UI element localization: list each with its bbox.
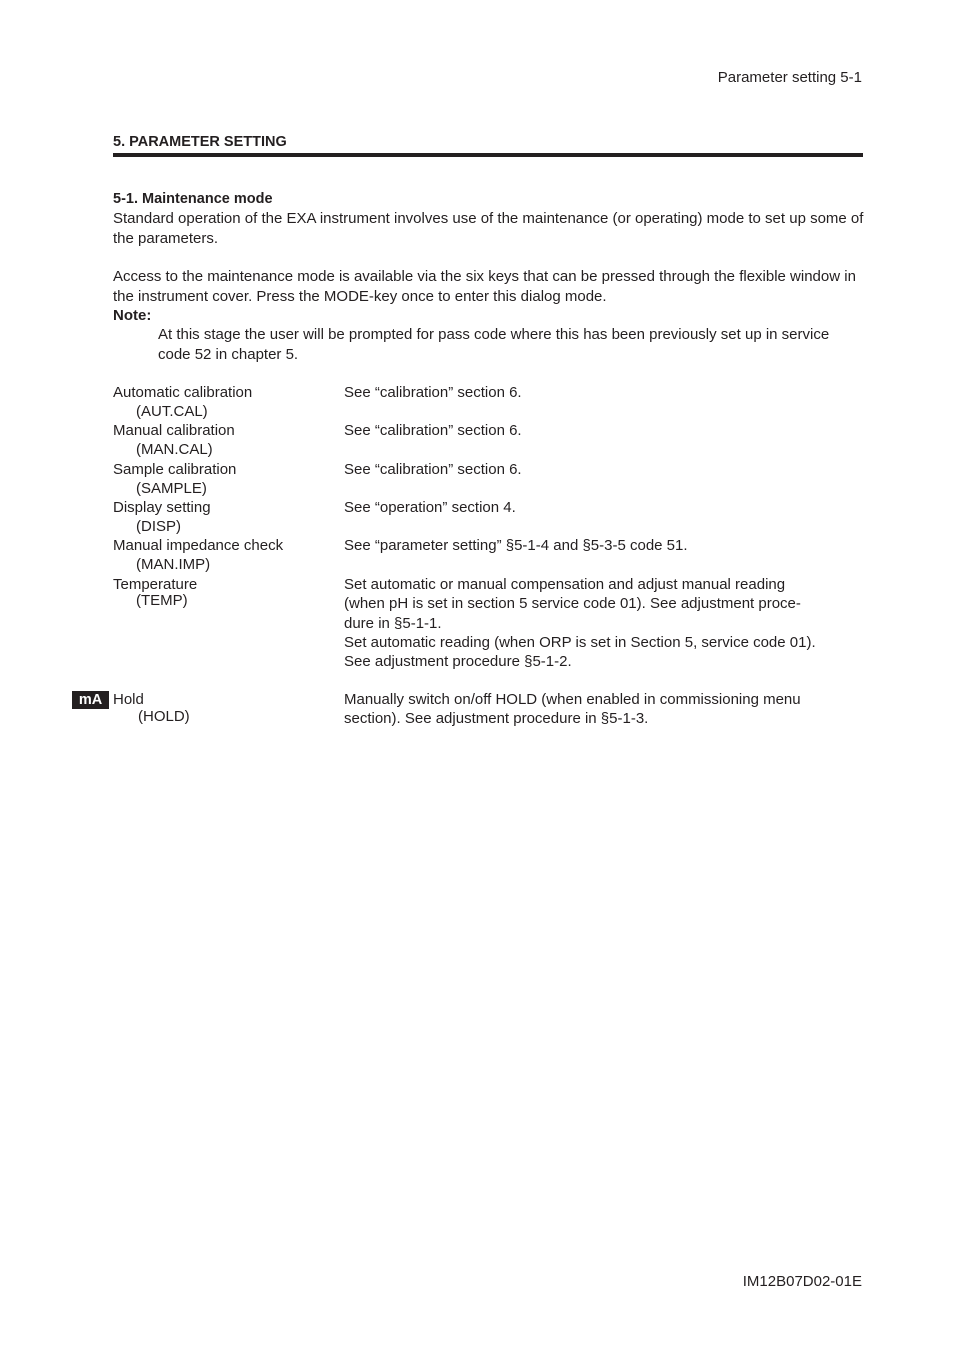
page-footer: IM12B07D02-01E	[742, 1273, 862, 1290]
mode-code: (AUT.CAL)	[136, 403, 208, 420]
description-line: See adjustment procedure §5-1-2.	[344, 653, 572, 671]
mode-name: Display setting	[113, 499, 211, 516]
description-line: dure in §5-1-1.	[344, 614, 442, 632]
ma-badge: mA	[72, 691, 109, 709]
section-title: 5-1. Maintenance mode	[113, 191, 273, 207]
mode-code: (DISP)	[136, 518, 181, 535]
description-line: section). See adjustment procedure in §5-1-3.	[344, 710, 649, 728]
description-line: (when pH is set in section 5 service code 01). See adjustment proce-	[344, 595, 801, 613]
mode-description	[344, 498, 864, 517]
note-label: Note:	[113, 307, 152, 324]
mode-code: (HOLD)	[138, 708, 190, 725]
intro-paragraph: Standard operation of the EXA instrument involves use of the maintenance (or operating) mode to set up some of the parameters.	[113, 210, 864, 247]
mode-name: Manual impedance check	[113, 537, 284, 554]
mode-code: (MAN.IMP)	[136, 556, 211, 573]
description-line: Manually switch on/off HOLD (when enabled in commissioning menu	[344, 691, 801, 708]
mode-description	[344, 690, 864, 729]
note-text: At this stage the user will be prompted for pass code where this has been previously set up in service code 52 in chapter 5.	[158, 326, 830, 363]
mode-code: (TEMP)	[136, 592, 188, 609]
mode-code: (SAMPLE)	[136, 480, 207, 497]
page-header: Parameter setting 5-1	[717, 69, 862, 86]
mode-description	[344, 383, 864, 402]
chapter-title: 5. PARAMETER SETTING	[113, 134, 287, 150]
chapter-rule	[113, 153, 863, 157]
mode-code: (MAN.CAL)	[136, 441, 213, 458]
description-line: Set automatic reading (when ORP is set in Section 5, service code 01).	[344, 633, 816, 651]
mode-name: Automatic calibration	[113, 384, 253, 401]
mode-name: Manual calibration	[113, 422, 235, 439]
description-line: See “calibration” section 6.	[344, 422, 522, 439]
description-line: See “calibration” section 6.	[344, 384, 522, 401]
description-line: Set automatic or manual compensation and adjust manual reading	[344, 576, 786, 593]
mode-description	[344, 536, 864, 555]
mode-description	[344, 575, 864, 671]
description-line: See “parameter setting” §5-1-4 and §5-3-5 code 51.	[344, 537, 688, 554]
description-line: See “calibration” section 6.	[344, 461, 522, 478]
mode-name: Temperature	[113, 576, 198, 593]
mode-description	[344, 460, 864, 479]
mode-name: Hold	[113, 691, 144, 708]
mode-description	[344, 421, 864, 440]
description-line: See “operation” section 4.	[344, 499, 516, 516]
mode-name: Sample calibration	[113, 461, 237, 478]
access-paragraph: Access to the maintenance mode is available via the six keys that can be pressed through the flexible window in the instrument cover. Press the MODE-key once to enter this dialog mode.	[113, 268, 856, 305]
